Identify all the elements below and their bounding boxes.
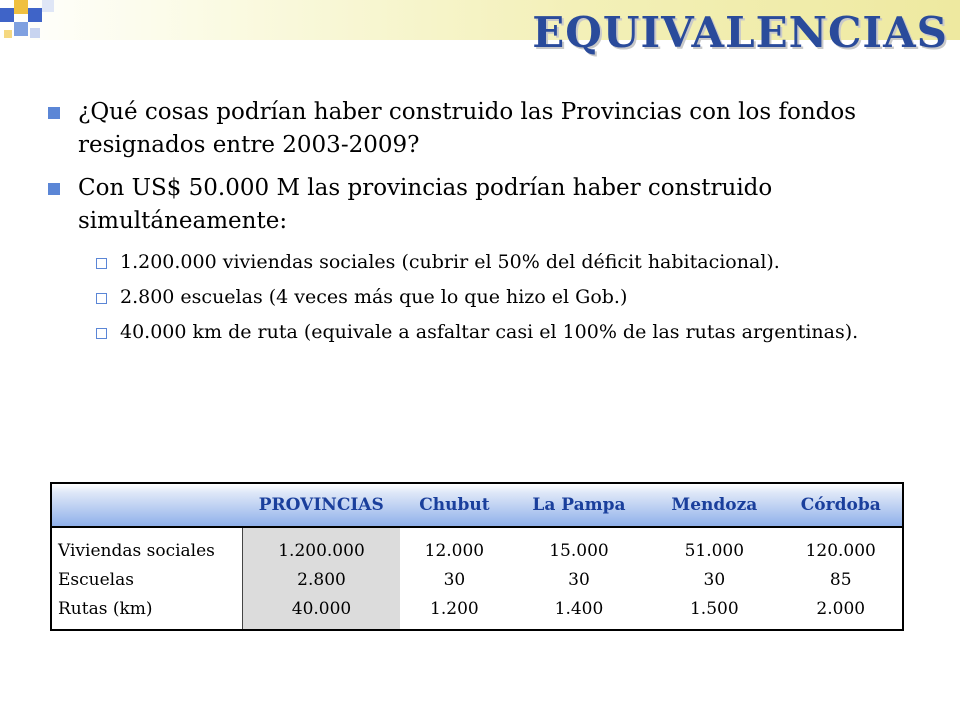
table-cell: 51.000 (684, 540, 745, 561)
hollow-square-bullet-icon (96, 328, 107, 339)
subbullet-item (48, 283, 928, 312)
table-header-cell: PROVINCIAS (243, 483, 401, 527)
row-label: Viviendas sociales (51, 527, 243, 565)
table-cell: 1.500 (689, 598, 739, 619)
table-cell: 85 (829, 569, 852, 590)
table-cell: 120.000 (805, 540, 876, 561)
table-header-row (51, 483, 903, 527)
table-cell: 1.400 (554, 598, 604, 619)
bullet-item (48, 96, 928, 162)
equivalences-table (50, 482, 904, 631)
table-header-cell (51, 483, 243, 527)
square-bullet-icon (48, 183, 60, 195)
table-cell: 1.200 (430, 598, 479, 619)
table-cell: 1.200.000 (243, 527, 401, 565)
table-cell: 2.800 (243, 565, 401, 594)
square-bullet-icon (48, 107, 60, 119)
slide-title: EQUIVALENCIAS (532, 8, 948, 57)
subbullet-item (48, 318, 928, 347)
row-label: Escuelas (51, 565, 243, 594)
bullet-text: ¿Qué cosas podrían haber construido las Provincias con los fondos resignados entre 2003-2009? (78, 99, 857, 158)
table-header-cell: La Pampa (509, 483, 649, 527)
table-row (51, 565, 903, 594)
subbullet-text: 40.000 km de ruta (equivale a asfaltar casi el 100% de las rutas argentinas). (120, 321, 859, 343)
table-row (51, 594, 903, 630)
table-header-cell: Chubut (400, 483, 509, 527)
table-header-cell: Mendoza (649, 483, 779, 527)
hollow-square-bullet-icon (96, 258, 107, 269)
table-cell: 30 (568, 569, 590, 590)
bullet-item (48, 172, 928, 238)
subbullet-item (48, 248, 928, 277)
table-cell: 30 (443, 569, 466, 590)
slide-content (48, 96, 928, 353)
subbullet-text: 2.800 escuelas (4 veces más que lo que hizo el Gob.) (120, 286, 628, 308)
table-cell: 12.000 (424, 540, 485, 561)
table-header-cell: Córdoba (779, 483, 903, 527)
table-cell: 15.000 (549, 540, 609, 561)
bullet-text: Con US$ 50.000 M las provincias podrían haber construido simultáneamente: (78, 175, 773, 234)
subbullet-text: 1.200.000 viviendas sociales (cubrir el 50% del déficit habitacional). (120, 251, 780, 273)
hollow-square-bullet-icon (96, 293, 107, 304)
table-cell: 40.000 (243, 594, 401, 630)
table-cell: 30 (703, 569, 726, 590)
row-label: Rutas (km) (51, 594, 243, 630)
table-row (51, 527, 903, 565)
table-cell: 2.000 (816, 598, 866, 619)
